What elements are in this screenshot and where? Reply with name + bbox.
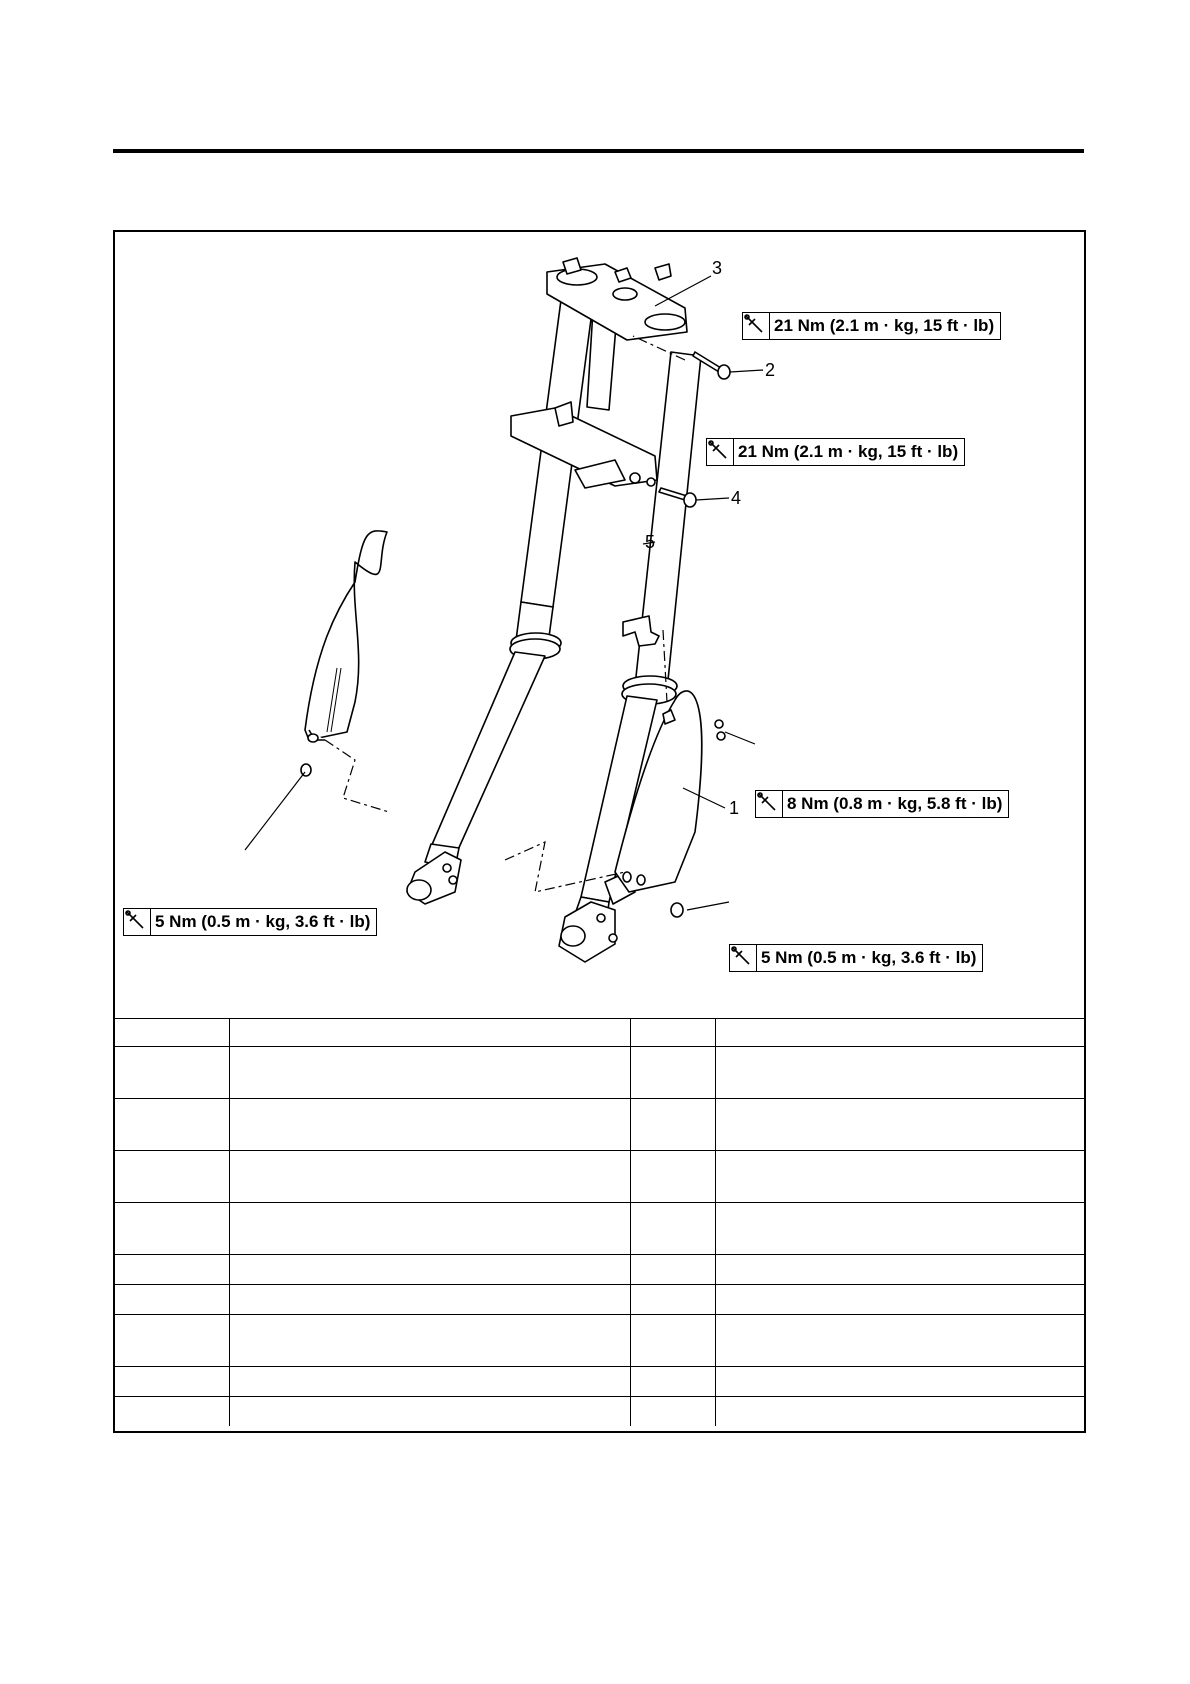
table-cell	[715, 1315, 1084, 1367]
table-cell	[630, 1367, 715, 1397]
table-cell	[115, 1203, 229, 1255]
table-cell	[115, 1285, 229, 1315]
torque-spec-guard-right	[729, 944, 983, 972]
header-rule	[113, 149, 1084, 153]
table-cell	[715, 1099, 1084, 1151]
table-row	[115, 1019, 1084, 1047]
callout-5: 5	[645, 532, 656, 552]
table-cell	[630, 1397, 715, 1426]
table-cell	[115, 1315, 229, 1367]
table-row	[115, 1047, 1084, 1099]
torque-spec-upper-bracket	[742, 312, 1001, 340]
table-cell	[715, 1047, 1084, 1099]
table-cell	[115, 1367, 229, 1397]
table-cell	[715, 1019, 1084, 1047]
parts-table	[115, 1018, 1084, 1426]
table-cell	[229, 1255, 630, 1285]
torque-value: 21 Nm (2.1 m · kg, 15 ft · lb)	[738, 442, 959, 461]
table-row	[115, 1151, 1084, 1203]
leader-3	[655, 276, 711, 306]
table-cell	[630, 1151, 715, 1203]
left-fork-leg	[407, 300, 593, 904]
table-cell	[229, 1019, 630, 1047]
leader-torque-right	[687, 902, 729, 910]
callout-1: 1	[729, 798, 740, 818]
table-cell	[229, 1203, 630, 1255]
leader-2	[730, 370, 763, 372]
table-cell	[630, 1255, 715, 1285]
table-cell	[229, 1047, 630, 1099]
torque-wrench-icon	[124, 909, 151, 935]
torque-spec-lower-bracket	[706, 438, 965, 466]
figure-frame	[113, 230, 1086, 1433]
fork-illustration	[115, 232, 1084, 1018]
table-cell	[229, 1151, 630, 1203]
table-cell	[229, 1397, 630, 1426]
torque-value: 21 Nm (2.1 m · kg, 15 ft · lb)	[774, 316, 995, 335]
table-cell	[115, 1019, 229, 1047]
dash-upper-bolt	[633, 336, 685, 360]
callout-2: 2	[765, 360, 776, 380]
table-row	[115, 1397, 1084, 1426]
callout-3: 3	[712, 258, 723, 278]
callout-4: 4	[731, 488, 742, 508]
table-row	[115, 1285, 1084, 1315]
table-cell	[715, 1151, 1084, 1203]
table-row	[115, 1203, 1084, 1255]
table-cell	[715, 1255, 1084, 1285]
table-row	[115, 1099, 1084, 1151]
dash-left-guard	[325, 740, 389, 812]
leader-4	[696, 498, 729, 500]
torque-wrench-icon	[743, 313, 770, 339]
torque-wrench-icon	[730, 945, 757, 971]
table-cell	[630, 1019, 715, 1047]
left-fork-guard	[301, 531, 387, 776]
table-row	[115, 1255, 1084, 1285]
table-cell	[115, 1047, 229, 1099]
lower-bracket	[511, 402, 657, 488]
torque-value: 8 Nm (0.8 m · kg, 5.8 ft · lb)	[787, 794, 1003, 813]
torque-value: 5 Nm (0.5 m · kg, 3.6 ft · lb)	[155, 912, 371, 931]
table-cell	[115, 1397, 229, 1426]
table-cell	[715, 1285, 1084, 1315]
table-cell	[630, 1315, 715, 1367]
table-cell	[630, 1285, 715, 1315]
table-cell	[229, 1099, 630, 1151]
torque-spec-guard-left	[123, 908, 377, 936]
torque-wrench-icon	[707, 439, 734, 465]
table-cell	[630, 1203, 715, 1255]
table-cell	[630, 1099, 715, 1151]
table-cell	[630, 1047, 715, 1099]
table-cell	[715, 1397, 1084, 1426]
table-row	[115, 1315, 1084, 1367]
table-cell	[115, 1255, 229, 1285]
table-cell	[715, 1203, 1084, 1255]
table-cell	[229, 1285, 630, 1315]
torque-wrench-icon	[756, 791, 783, 817]
leader-torque-left	[245, 772, 305, 850]
table-cell	[229, 1367, 630, 1397]
leader-torque-top	[725, 732, 755, 744]
torque-value: 5 Nm (0.5 m · kg, 3.6 ft · lb)	[761, 948, 977, 967]
table-row	[115, 1367, 1084, 1397]
table-cell	[715, 1367, 1084, 1397]
table-cell	[115, 1099, 229, 1151]
table-cell	[115, 1151, 229, 1203]
table-cell	[229, 1315, 630, 1367]
torque-spec-guard-top	[755, 790, 1009, 818]
front-fork-exploded-diagram	[115, 232, 1084, 1018]
